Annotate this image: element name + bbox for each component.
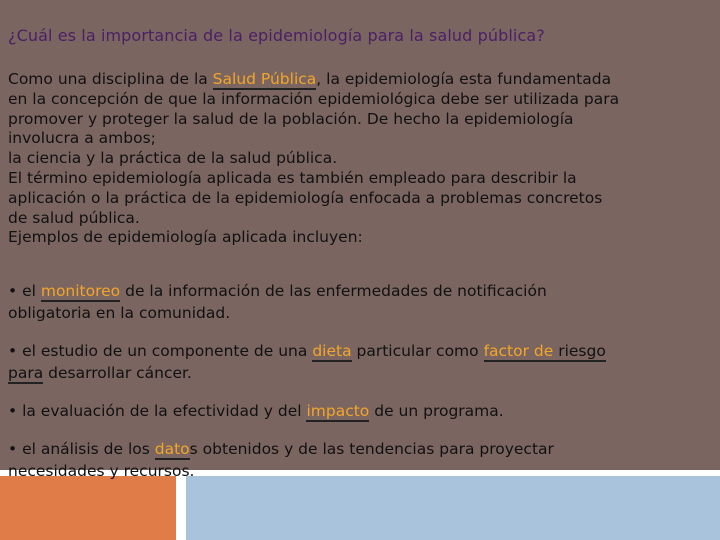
paragraph-line-8: de salud pública. [8, 208, 140, 227]
factor-de-riesgo-link[interactable]: factor de [483, 342, 559, 360]
paragraph-line-5: la ciencia y la práctica de la salud pública. [8, 149, 338, 168]
paragraph-line-7: aplicación o la práctica de la epidemiología enfocada a problemas concretos [8, 188, 603, 207]
dieta-link[interactable]: dieta [312, 342, 352, 360]
salud-publica-link[interactable]: Salud Pública [212, 70, 317, 88]
paragraph-line-9: Ejemplos de epidemiología aplicada incluyen: [8, 228, 363, 247]
examples-list [8, 280, 716, 498]
impacto-link[interactable]: impacto [306, 402, 370, 420]
paragraph-line-6: El término epidemiología aplicada es también empleado para describir la [8, 168, 577, 187]
paragraph-line-4: involucra a ambos; [8, 129, 156, 148]
intro-paragraph [8, 70, 716, 248]
list-item-datos: • el análisis de los datos obtenidos y de las tendencias para proyectar necesidades y recursos. [8, 440, 554, 480]
riesgo-link[interactable]: riesgo [558, 342, 606, 360]
paragraph-line-1: Como una disciplina de la Salud Pública, la epidemiología esta fundamentada [8, 70, 612, 88]
para-link[interactable]: para [8, 364, 44, 382]
slide-title: ¿Cuál es la importancia de la epidemiología para la salud pública? [8, 26, 545, 45]
paragraph-line-3: promover y proteger la salud de la población. De hecho la epidemiología [8, 109, 574, 128]
list-item-impacto: • la evaluación de la efectividad y del impacto de un programa. [8, 402, 504, 420]
datos-link[interactable]: dato [154, 440, 190, 458]
list-item-dieta: • el estudio de un componente de una dieta particular como factor de riesgo para desarrollar cáncer. [8, 342, 606, 382]
paragraph-line-2: en la concepción de que la información epidemiológica debe ser utilizada para [8, 89, 620, 108]
monitoreo-link[interactable]: monitoreo [40, 282, 121, 300]
list-item-monitoreo: • el monitoreo de la información de las enfermedades de notificación obligatoria en la comunidad. [8, 282, 547, 322]
